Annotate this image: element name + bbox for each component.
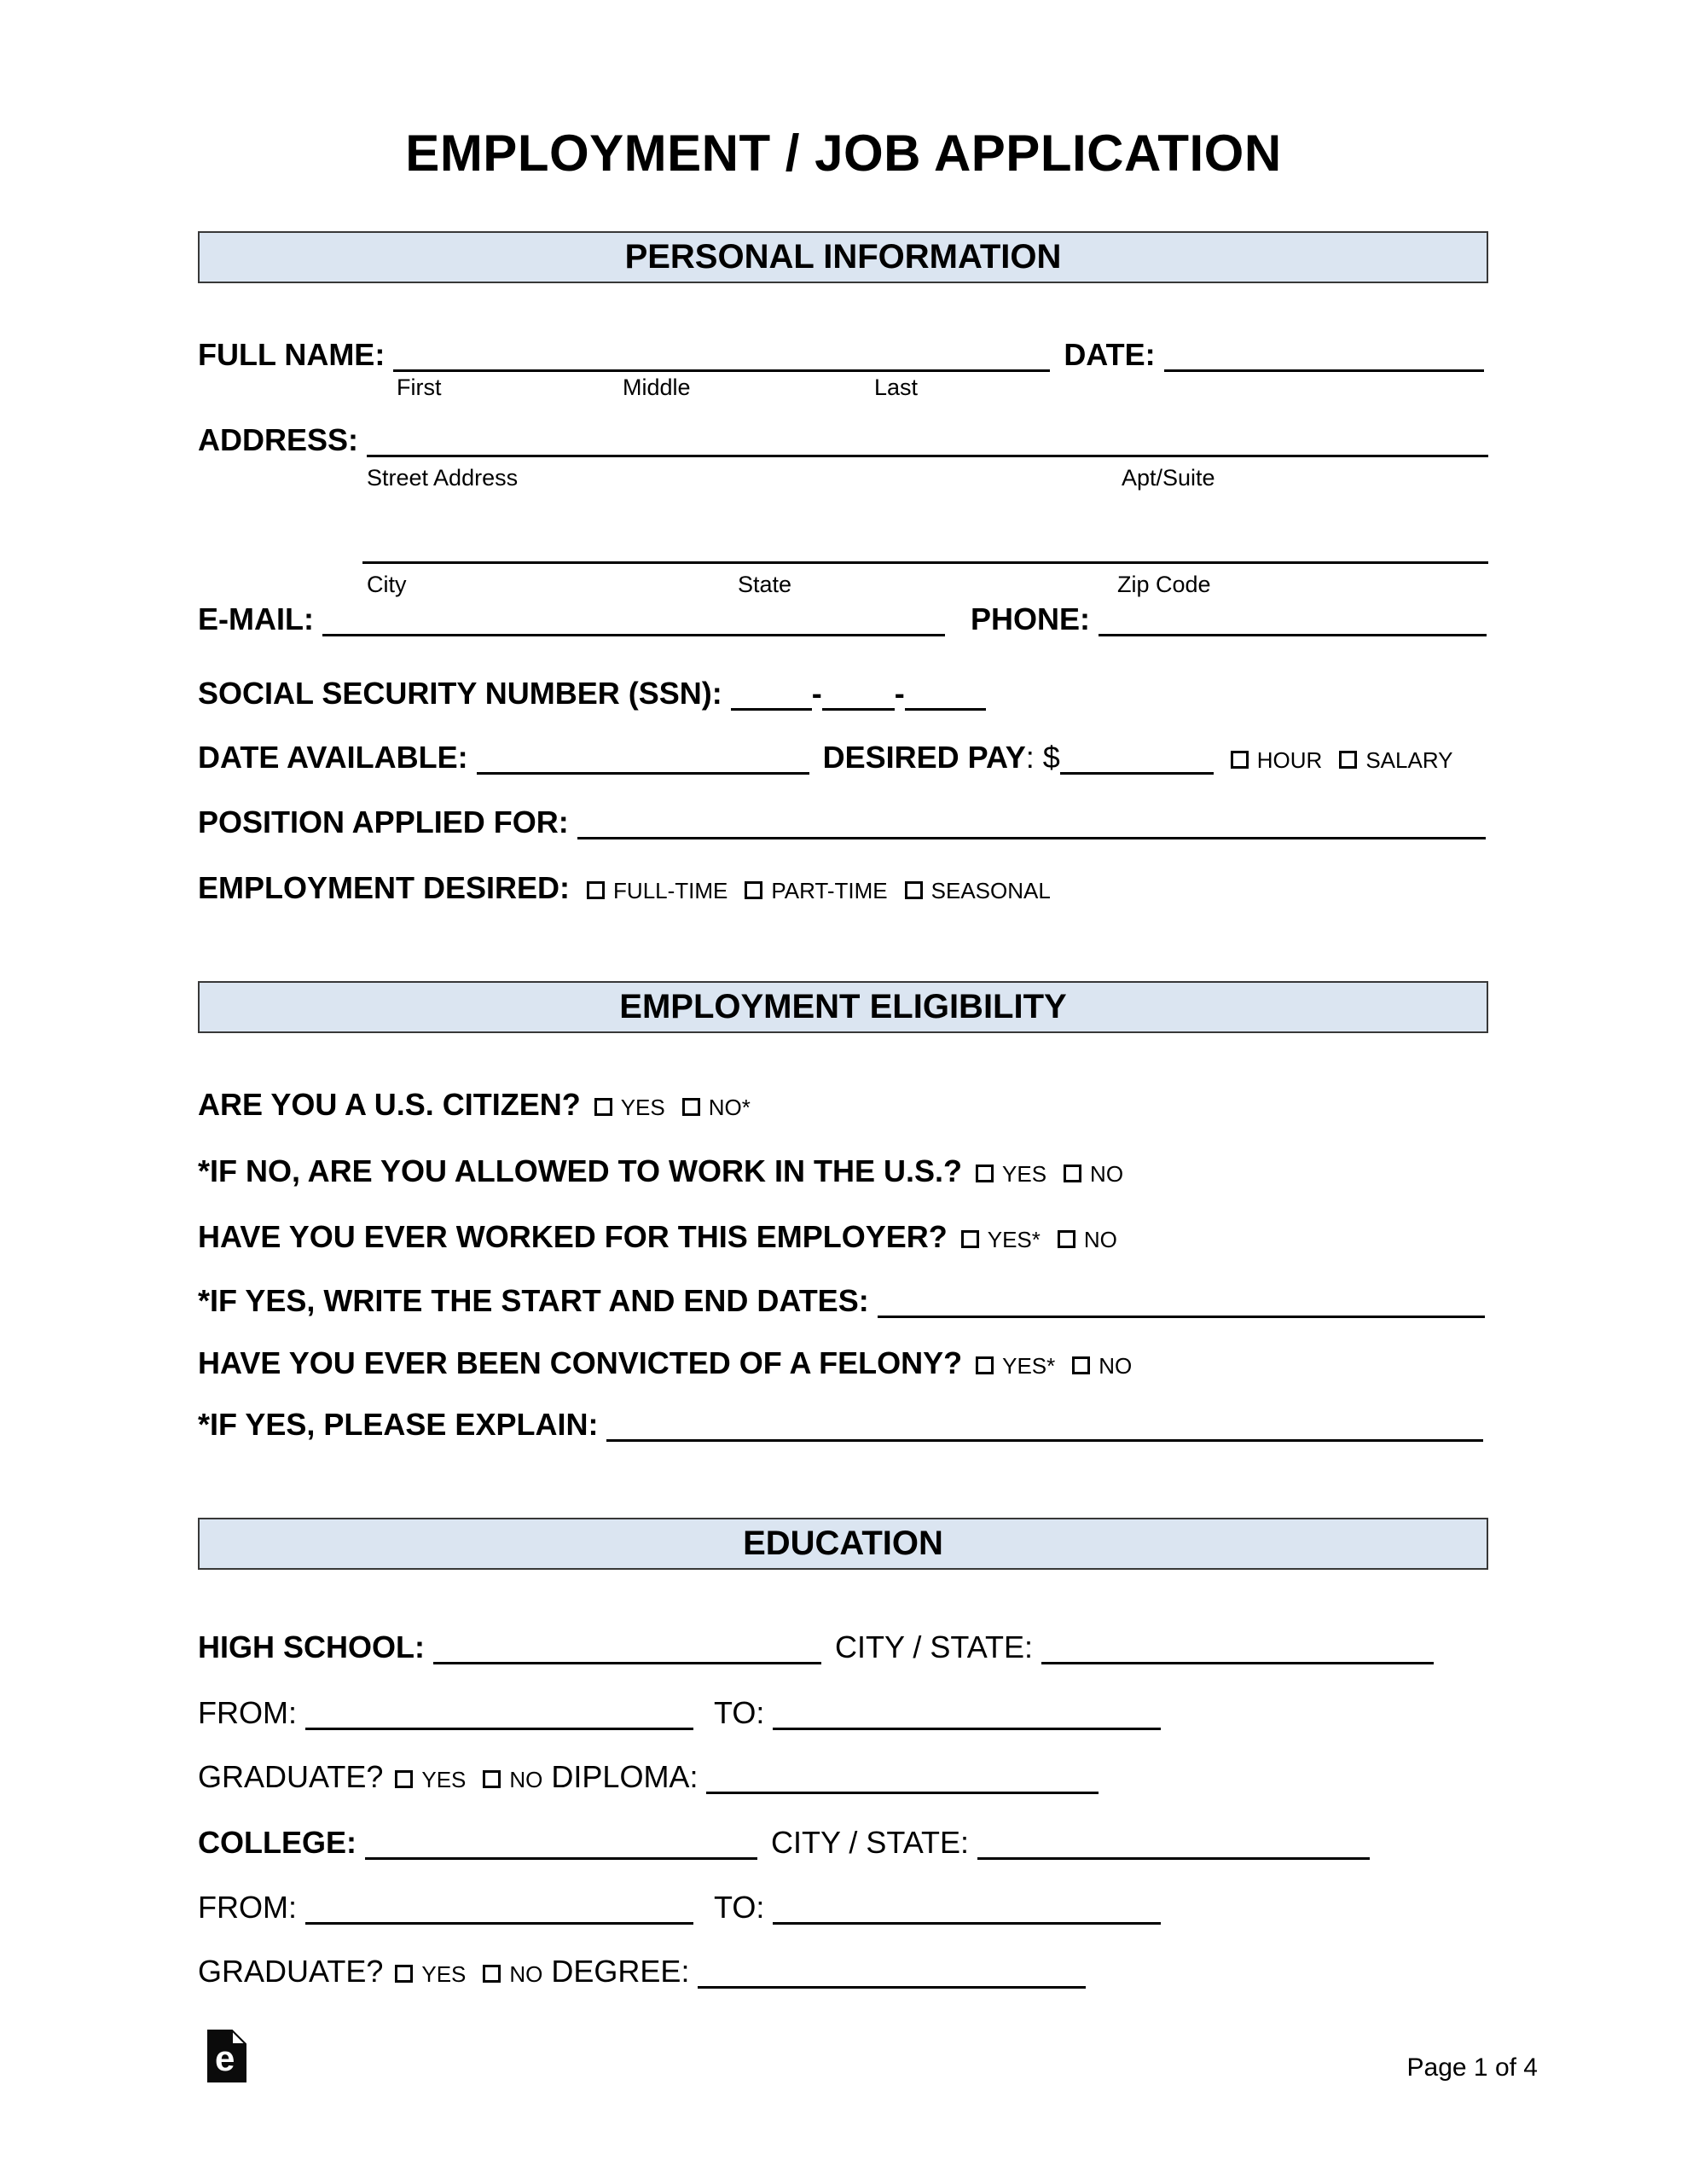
hs-graduate-no-label: NO: [509, 1767, 543, 1792]
college-label: COLLEGE:: [198, 1825, 357, 1860]
college-city-state-label: CITY / STATE:: [771, 1825, 970, 1860]
city-state-zip-input[interactable]: [362, 561, 1488, 564]
hs-to-label: TO:: [713, 1695, 765, 1730]
college-graduate-yes-label: YES: [421, 1961, 467, 1987]
hour-label: HOUR: [1256, 747, 1323, 773]
hs-from-label: FROM:: [198, 1695, 297, 1730]
diploma-input[interactable]: [706, 1792, 1099, 1794]
currency-sign: $: [1042, 740, 1060, 775]
eforms-logo: [207, 2030, 246, 2087]
date-label: DATE:: [1064, 337, 1156, 372]
row-us-citizen: [198, 1089, 751, 1120]
row-felony: [198, 1345, 1133, 1380]
diploma-label: DIPLOMA:: [551, 1759, 699, 1794]
row-college-dates: [198, 1892, 1161, 1925]
phone-label: PHONE:: [970, 601, 1090, 636]
citizen-yes-label: YES: [620, 1095, 665, 1120]
position-applied-for-input[interactable]: [577, 837, 1486, 839]
high-school-input[interactable]: [433, 1662, 821, 1664]
high-school-label: HIGH SCHOOL:: [198, 1629, 425, 1664]
date-available-input[interactable]: [477, 772, 809, 775]
college-graduate-label: GRADUATE?: [198, 1954, 384, 1989]
checkbox-seasonal[interactable]: [905, 881, 923, 899]
city-sublabel: City: [367, 572, 407, 597]
college-to-label: TO:: [713, 1890, 765, 1925]
felony-yes-label: YES*: [1002, 1353, 1056, 1379]
hs-city-state-label: CITY / STATE:: [835, 1629, 1034, 1664]
middle-name-sublabel: Middle: [623, 375, 691, 400]
ssn-part3-input[interactable]: [905, 708, 986, 711]
row-college: [198, 1827, 1370, 1860]
row-address-line2: [198, 531, 1488, 564]
page-number: Page 1 of 4: [1406, 2053, 1538, 2082]
checkbox-citizen-yes[interactable]: [594, 1098, 612, 1116]
date-input[interactable]: [1164, 369, 1484, 372]
part-time-label: PART-TIME: [771, 878, 888, 903]
checkbox-allowed-yes[interactable]: [976, 1165, 994, 1182]
college-graduate-no-label: NO: [509, 1961, 543, 1987]
row-college-graduate: [198, 1956, 1086, 1989]
checkbox-hs-graduate-no[interactable]: [483, 1770, 501, 1788]
checkbox-citizen-no[interactable]: [682, 1098, 700, 1116]
row-ssn: [198, 678, 986, 711]
position-applied-for-label: POSITION APPLIED FOR:: [198, 804, 569, 839]
ssn-label: SOCIAL SECURITY NUMBER (SSN):: [198, 676, 722, 711]
street-address-input[interactable]: [367, 455, 1488, 457]
row-full-name: [198, 337, 1484, 372]
hs-graduate-label: GRADUATE?: [198, 1759, 384, 1794]
section-header-employment-eligibility: EMPLOYMENT ELIGIBILITY: [198, 981, 1488, 1033]
ssn-part1-input[interactable]: [731, 708, 812, 711]
ssn-part2-input[interactable]: [822, 708, 895, 711]
checkbox-salary[interactable]: [1339, 751, 1357, 769]
degree-input[interactable]: [698, 1986, 1086, 1989]
employment-desired-label: EMPLOYMENT DESIRED:: [198, 870, 571, 905]
hs-to-input[interactable]: [773, 1728, 1161, 1730]
checkbox-worked-yes[interactable]: [961, 1230, 979, 1248]
row-position-applied-for: [198, 804, 1486, 839]
row-start-end-dates: [198, 1283, 1485, 1318]
college-from-label: FROM:: [198, 1890, 297, 1925]
felony-explain-input[interactable]: [606, 1439, 1483, 1442]
row-allowed-to-work: [198, 1153, 1124, 1188]
desired-pay-colon: :: [1025, 740, 1035, 775]
section-header-education: EDUCATION: [198, 1518, 1488, 1570]
checkbox-hs-graduate-yes[interactable]: [395, 1770, 413, 1788]
college-from-input[interactable]: [305, 1922, 693, 1925]
start-end-dates-input[interactable]: [878, 1316, 1485, 1318]
ssn-separator: -: [894, 676, 905, 711]
checkbox-college-graduate-yes[interactable]: [395, 1965, 413, 1983]
allowed-no-label: NO: [1090, 1161, 1124, 1187]
ssn-separator: -: [811, 676, 822, 711]
worked-for-employer-question: HAVE YOU EVER WORKED FOR THIS EMPLOYER?: [198, 1219, 948, 1254]
street-address-sublabel: Street Address: [367, 465, 519, 491]
row-hs-graduate: [198, 1759, 1099, 1794]
date-available-label: DATE AVAILABLE:: [198, 740, 468, 775]
row-felony-explain: [198, 1409, 1483, 1442]
college-city-state-input[interactable]: [977, 1857, 1370, 1860]
allowed-yes-label: YES: [1002, 1161, 1047, 1187]
email-label: E-MAIL:: [198, 601, 314, 636]
row-high-school: [198, 1629, 1434, 1664]
degree-label: DEGREE:: [551, 1954, 690, 1989]
apt-suite-sublabel: Apt/Suite: [1122, 465, 1215, 491]
citizen-no-label: NO*: [708, 1095, 751, 1120]
checkbox-hour[interactable]: [1231, 751, 1249, 769]
seasonal-label: SEASONAL: [930, 878, 1051, 903]
full-time-label: FULL-TIME: [613, 878, 728, 903]
felony-question: HAVE YOU EVER BEEN CONVICTED OF A FELONY?: [198, 1345, 963, 1380]
row-address: [198, 422, 1488, 457]
worked-no-label: NO: [1083, 1227, 1117, 1252]
college-input[interactable]: [365, 1857, 757, 1860]
desired-pay-input[interactable]: [1060, 772, 1214, 775]
state-sublabel: State: [738, 572, 792, 597]
full-name-label: FULL NAME:: [198, 337, 386, 372]
full-name-input[interactable]: [393, 369, 1050, 372]
row-hs-dates: [198, 1695, 1161, 1730]
desired-pay-label: DESIRED PAY: [822, 740, 1026, 775]
first-name-sublabel: First: [397, 375, 442, 400]
checkbox-worked-no[interactable]: [1058, 1230, 1075, 1248]
felony-explain-label: *IF YES, PLEASE EXPLAIN:: [198, 1407, 599, 1442]
felony-no-label: NO: [1099, 1353, 1133, 1379]
row-employment-desired: [198, 870, 1051, 905]
svg-text:e: e: [215, 2038, 235, 2078]
college-to-input[interactable]: [773, 1922, 1161, 1925]
row-worked-for-employer: [198, 1219, 1117, 1254]
checkbox-felony-no[interactable]: [1072, 1356, 1090, 1374]
checkbox-felony-yes[interactable]: [976, 1356, 994, 1374]
hs-city-state-input[interactable]: [1041, 1662, 1434, 1664]
hs-from-input[interactable]: [305, 1728, 693, 1730]
phone-input[interactable]: [1099, 634, 1487, 636]
salary-label: SALARY: [1365, 747, 1453, 773]
checkbox-part-time[interactable]: [745, 881, 762, 899]
address-label: ADDRESS:: [198, 422, 359, 457]
checkbox-full-time[interactable]: [587, 881, 605, 899]
zip-code-sublabel: Zip Code: [1117, 572, 1211, 597]
page-title: EMPLOYMENT / JOB APPLICATION: [405, 125, 1282, 182]
email-input[interactable]: [322, 634, 945, 636]
us-citizen-question: ARE YOU A U.S. CITIZEN?: [198, 1087, 581, 1122]
start-end-dates-label: *IF YES, WRITE THE START AND END DATES:: [198, 1283, 869, 1318]
hs-graduate-yes-label: YES: [421, 1767, 467, 1792]
last-name-sublabel: Last: [874, 375, 919, 400]
document-icon: [207, 2030, 246, 2082]
row-email-phone: [198, 601, 1487, 636]
worked-yes-label: YES*: [987, 1227, 1041, 1252]
allowed-to-work-question: *IF NO, ARE YOU ALLOWED TO WORK IN THE U.S.?: [198, 1153, 963, 1188]
section-header-personal-information: PERSONAL INFORMATION: [198, 231, 1488, 283]
checkbox-allowed-no[interactable]: [1064, 1165, 1081, 1182]
checkbox-college-graduate-no[interactable]: [483, 1965, 501, 1983]
row-date-available-desired-pay: [198, 742, 1452, 775]
